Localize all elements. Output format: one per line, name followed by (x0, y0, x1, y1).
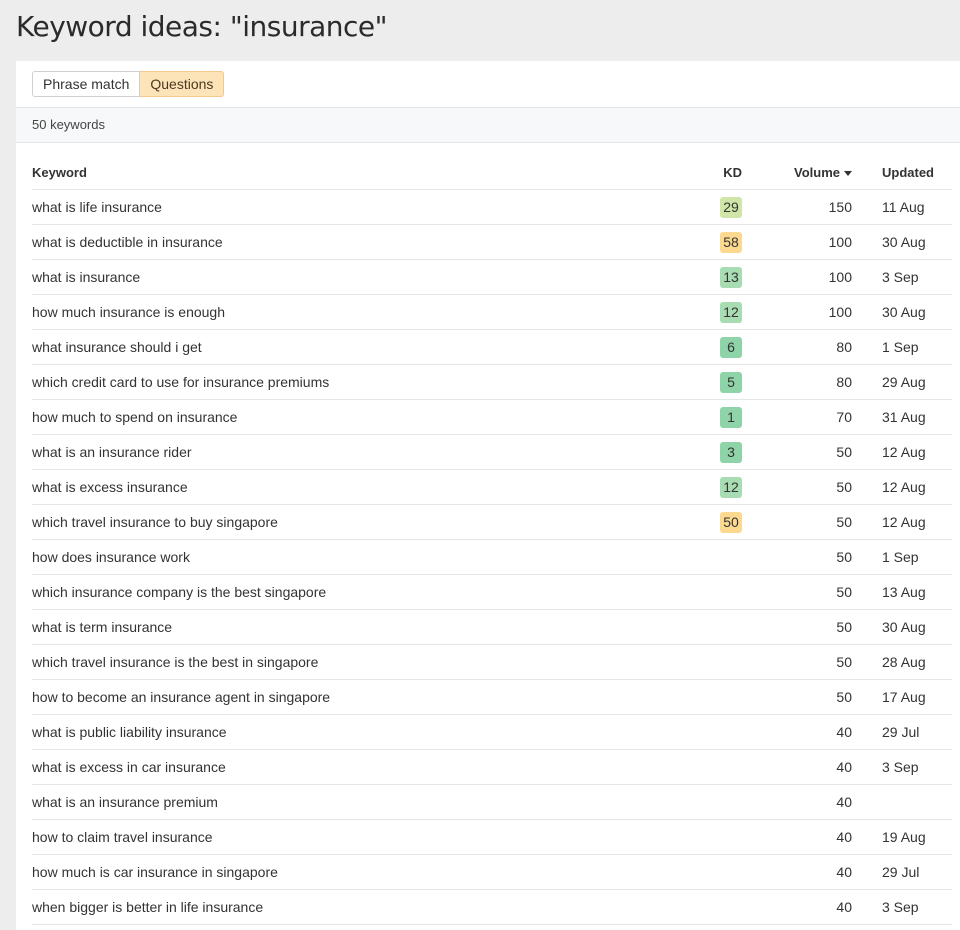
keyword-cell (32, 680, 672, 715)
keyword-cell (32, 890, 672, 925)
table-row (32, 225, 952, 260)
updated-cell: 12 Aug (852, 470, 952, 505)
updated-cell (852, 785, 952, 820)
kd-cell (672, 785, 742, 820)
keyword-link[interactable]: what is excess insurance (32, 479, 188, 495)
volume-cell: 100 (742, 225, 852, 260)
table-row (32, 295, 952, 330)
updated-cell: 3 Sep (852, 890, 952, 925)
kd-cell (672, 540, 742, 575)
kd-cell (672, 645, 742, 680)
updated-cell: 1 Sep (852, 540, 952, 575)
updated-cell: 17 Aug (852, 680, 952, 715)
table-row (32, 540, 952, 575)
volume-cell: 40 (742, 750, 852, 785)
table-row (32, 190, 952, 225)
volume-cell: 40 (742, 890, 852, 925)
kd-cell (672, 365, 742, 400)
keyword-link[interactable]: which insurance company is the best singapore (32, 584, 327, 600)
keyword-ideas-panel (16, 61, 960, 930)
updated-cell: 13 Aug (852, 575, 952, 610)
table-row (32, 890, 952, 925)
sort-descending-icon (844, 171, 852, 176)
keyword-cell (32, 260, 672, 295)
keyword-link[interactable]: which credit card to use for insurance premiums (32, 374, 330, 390)
keyword-cell (32, 575, 672, 610)
table-row (32, 785, 952, 820)
keyword-cell (32, 610, 672, 645)
kd-cell (672, 260, 742, 295)
table-row (32, 330, 952, 365)
kd-badge: 1 (720, 407, 742, 428)
kd-badge: 50 (720, 512, 742, 533)
column-header-kd[interactable] (672, 155, 742, 190)
volume-cell: 50 (742, 435, 852, 470)
updated-cell: 11 Aug (852, 190, 952, 225)
keyword-count: 50 keywords (32, 117, 105, 132)
volume-cell: 40 (742, 820, 852, 855)
keyword-link[interactable]: what is an insurance rider (32, 444, 192, 460)
page-title: Keyword ideas: "insurance" (16, 10, 388, 43)
keyword-link[interactable]: which travel insurance to buy singapore (32, 514, 278, 530)
keyword-table-body (32, 190, 952, 925)
kd-cell (672, 190, 742, 225)
kd-cell (672, 715, 742, 750)
keyword-cell (32, 190, 672, 225)
tab-phrase-match[interactable]: Phrase match (32, 71, 140, 97)
keyword-cell (32, 435, 672, 470)
kd-cell (672, 295, 742, 330)
table-row (32, 575, 952, 610)
volume-cell: 150 (742, 190, 852, 225)
column-header-keyword[interactable] (32, 155, 672, 190)
keyword-link[interactable]: what insurance should i get (32, 339, 202, 355)
table-row (32, 610, 952, 645)
volume-cell: 80 (742, 365, 852, 400)
table-row (32, 645, 952, 680)
keyword-link[interactable]: how much insurance is enough (32, 304, 226, 320)
keyword-link[interactable]: how much to spend on insurance (32, 409, 238, 425)
volume-cell: 50 (742, 680, 852, 715)
column-header-updated[interactable] (852, 155, 952, 190)
keyword-link[interactable]: how does insurance work (32, 549, 190, 565)
keyword-cell (32, 750, 672, 785)
table-row (32, 855, 952, 890)
kd-cell (672, 890, 742, 925)
keyword-cell (32, 295, 672, 330)
tab-questions[interactable]: Questions (140, 71, 224, 97)
updated-cell: 29 Jul (852, 855, 952, 890)
keyword-cell (32, 715, 672, 750)
kd-cell (672, 400, 742, 435)
table-header-row (32, 155, 952, 190)
volume-cell: 80 (742, 330, 852, 365)
keyword-cell (32, 855, 672, 890)
kd-cell (672, 575, 742, 610)
table-row (32, 680, 952, 715)
kd-badge: 12 (720, 302, 742, 323)
volume-cell: 50 (742, 610, 852, 645)
updated-cell: 30 Aug (852, 295, 952, 330)
keyword-link[interactable]: what is deductible in insurance (32, 234, 223, 250)
keyword-link[interactable]: which travel insurance is the best in singapore (32, 654, 319, 670)
match-type-tabs (32, 71, 224, 97)
volume-cell: 50 (742, 540, 852, 575)
updated-cell: 3 Sep (852, 750, 952, 785)
updated-cell: 12 Aug (852, 505, 952, 540)
table-row (32, 400, 952, 435)
keyword-cell (32, 540, 672, 575)
kd-cell (672, 330, 742, 365)
volume-cell: 50 (742, 575, 852, 610)
table-row (32, 365, 952, 400)
keyword-link[interactable]: how much is car insurance in singapore (32, 864, 278, 880)
keyword-link[interactable]: what is life insurance (32, 199, 162, 215)
keyword-cell (32, 470, 672, 505)
kd-badge: 5 (720, 372, 742, 393)
kd-cell (672, 225, 742, 260)
updated-cell: 29 Aug (852, 365, 952, 400)
kd-badge: 12 (720, 477, 742, 498)
volume-cell: 50 (742, 645, 852, 680)
updated-cell: 31 Aug (852, 400, 952, 435)
volume-cell: 70 (742, 400, 852, 435)
column-header-kd-label: KD (723, 164, 742, 180)
kd-cell (672, 610, 742, 645)
volume-cell: 100 (742, 260, 852, 295)
keyword-link[interactable]: what is excess in car insurance (32, 759, 226, 775)
updated-cell: 28 Aug (852, 645, 952, 680)
volume-cell: 40 (742, 715, 852, 750)
volume-cell: 40 (742, 785, 852, 820)
table-row (32, 820, 952, 855)
keyword-cell (32, 645, 672, 680)
keyword-link[interactable]: what is insurance (32, 269, 141, 285)
kd-cell (672, 505, 742, 540)
keyword-cell (32, 330, 672, 365)
keyword-cell (32, 820, 672, 855)
volume-cell: 50 (742, 470, 852, 505)
kd-badge: 13 (720, 267, 742, 288)
keyword-link[interactable]: what is public liability insurance (32, 724, 227, 740)
kd-badge: 6 (720, 337, 742, 358)
updated-cell: 1 Sep (852, 330, 952, 365)
kd-cell (672, 470, 742, 505)
updated-cell: 3 Sep (852, 260, 952, 295)
keyword-link[interactable]: how to claim travel insurance (32, 829, 213, 845)
keyword-link[interactable]: how to become an insurance agent in singapore (32, 689, 331, 705)
volume-cell: 100 (742, 295, 852, 330)
keyword-count-bar (16, 107, 960, 143)
keyword-cell (32, 400, 672, 435)
column-header-updated-label: Updated (882, 164, 934, 180)
table-row (32, 435, 952, 470)
kd-cell (672, 855, 742, 890)
kd-badge: 58 (720, 232, 742, 253)
kd-cell (672, 750, 742, 785)
volume-cell: 50 (742, 505, 852, 540)
table-row (32, 750, 952, 785)
keyword-cell (32, 225, 672, 260)
column-header-volume[interactable] (742, 155, 852, 190)
table-row (32, 470, 952, 505)
volume-cell: 40 (742, 855, 852, 890)
table-row (32, 505, 952, 540)
table-row (32, 715, 952, 750)
updated-cell: 29 Jul (852, 715, 952, 750)
keyword-cell (32, 505, 672, 540)
updated-cell: 30 Aug (852, 225, 952, 260)
updated-cell: 12 Aug (852, 435, 952, 470)
updated-cell: 19 Aug (852, 820, 952, 855)
kd-cell (672, 820, 742, 855)
kd-cell (672, 680, 742, 715)
table-row (32, 260, 952, 295)
keyword-link[interactable]: what is an insurance premium (32, 794, 218, 810)
keyword-cell (32, 365, 672, 400)
kd-cell (672, 435, 742, 470)
keyword-table (32, 155, 952, 925)
column-header-keyword-label: Keyword (32, 164, 87, 180)
column-header-volume-label: Volume (794, 164, 840, 180)
updated-cell: 30 Aug (852, 610, 952, 645)
keyword-link[interactable]: what is term insurance (32, 619, 173, 635)
keyword-link[interactable]: when bigger is better in life insurance (32, 899, 264, 915)
kd-badge: 29 (720, 197, 742, 218)
keyword-cell (32, 785, 672, 820)
kd-badge: 3 (720, 442, 742, 463)
